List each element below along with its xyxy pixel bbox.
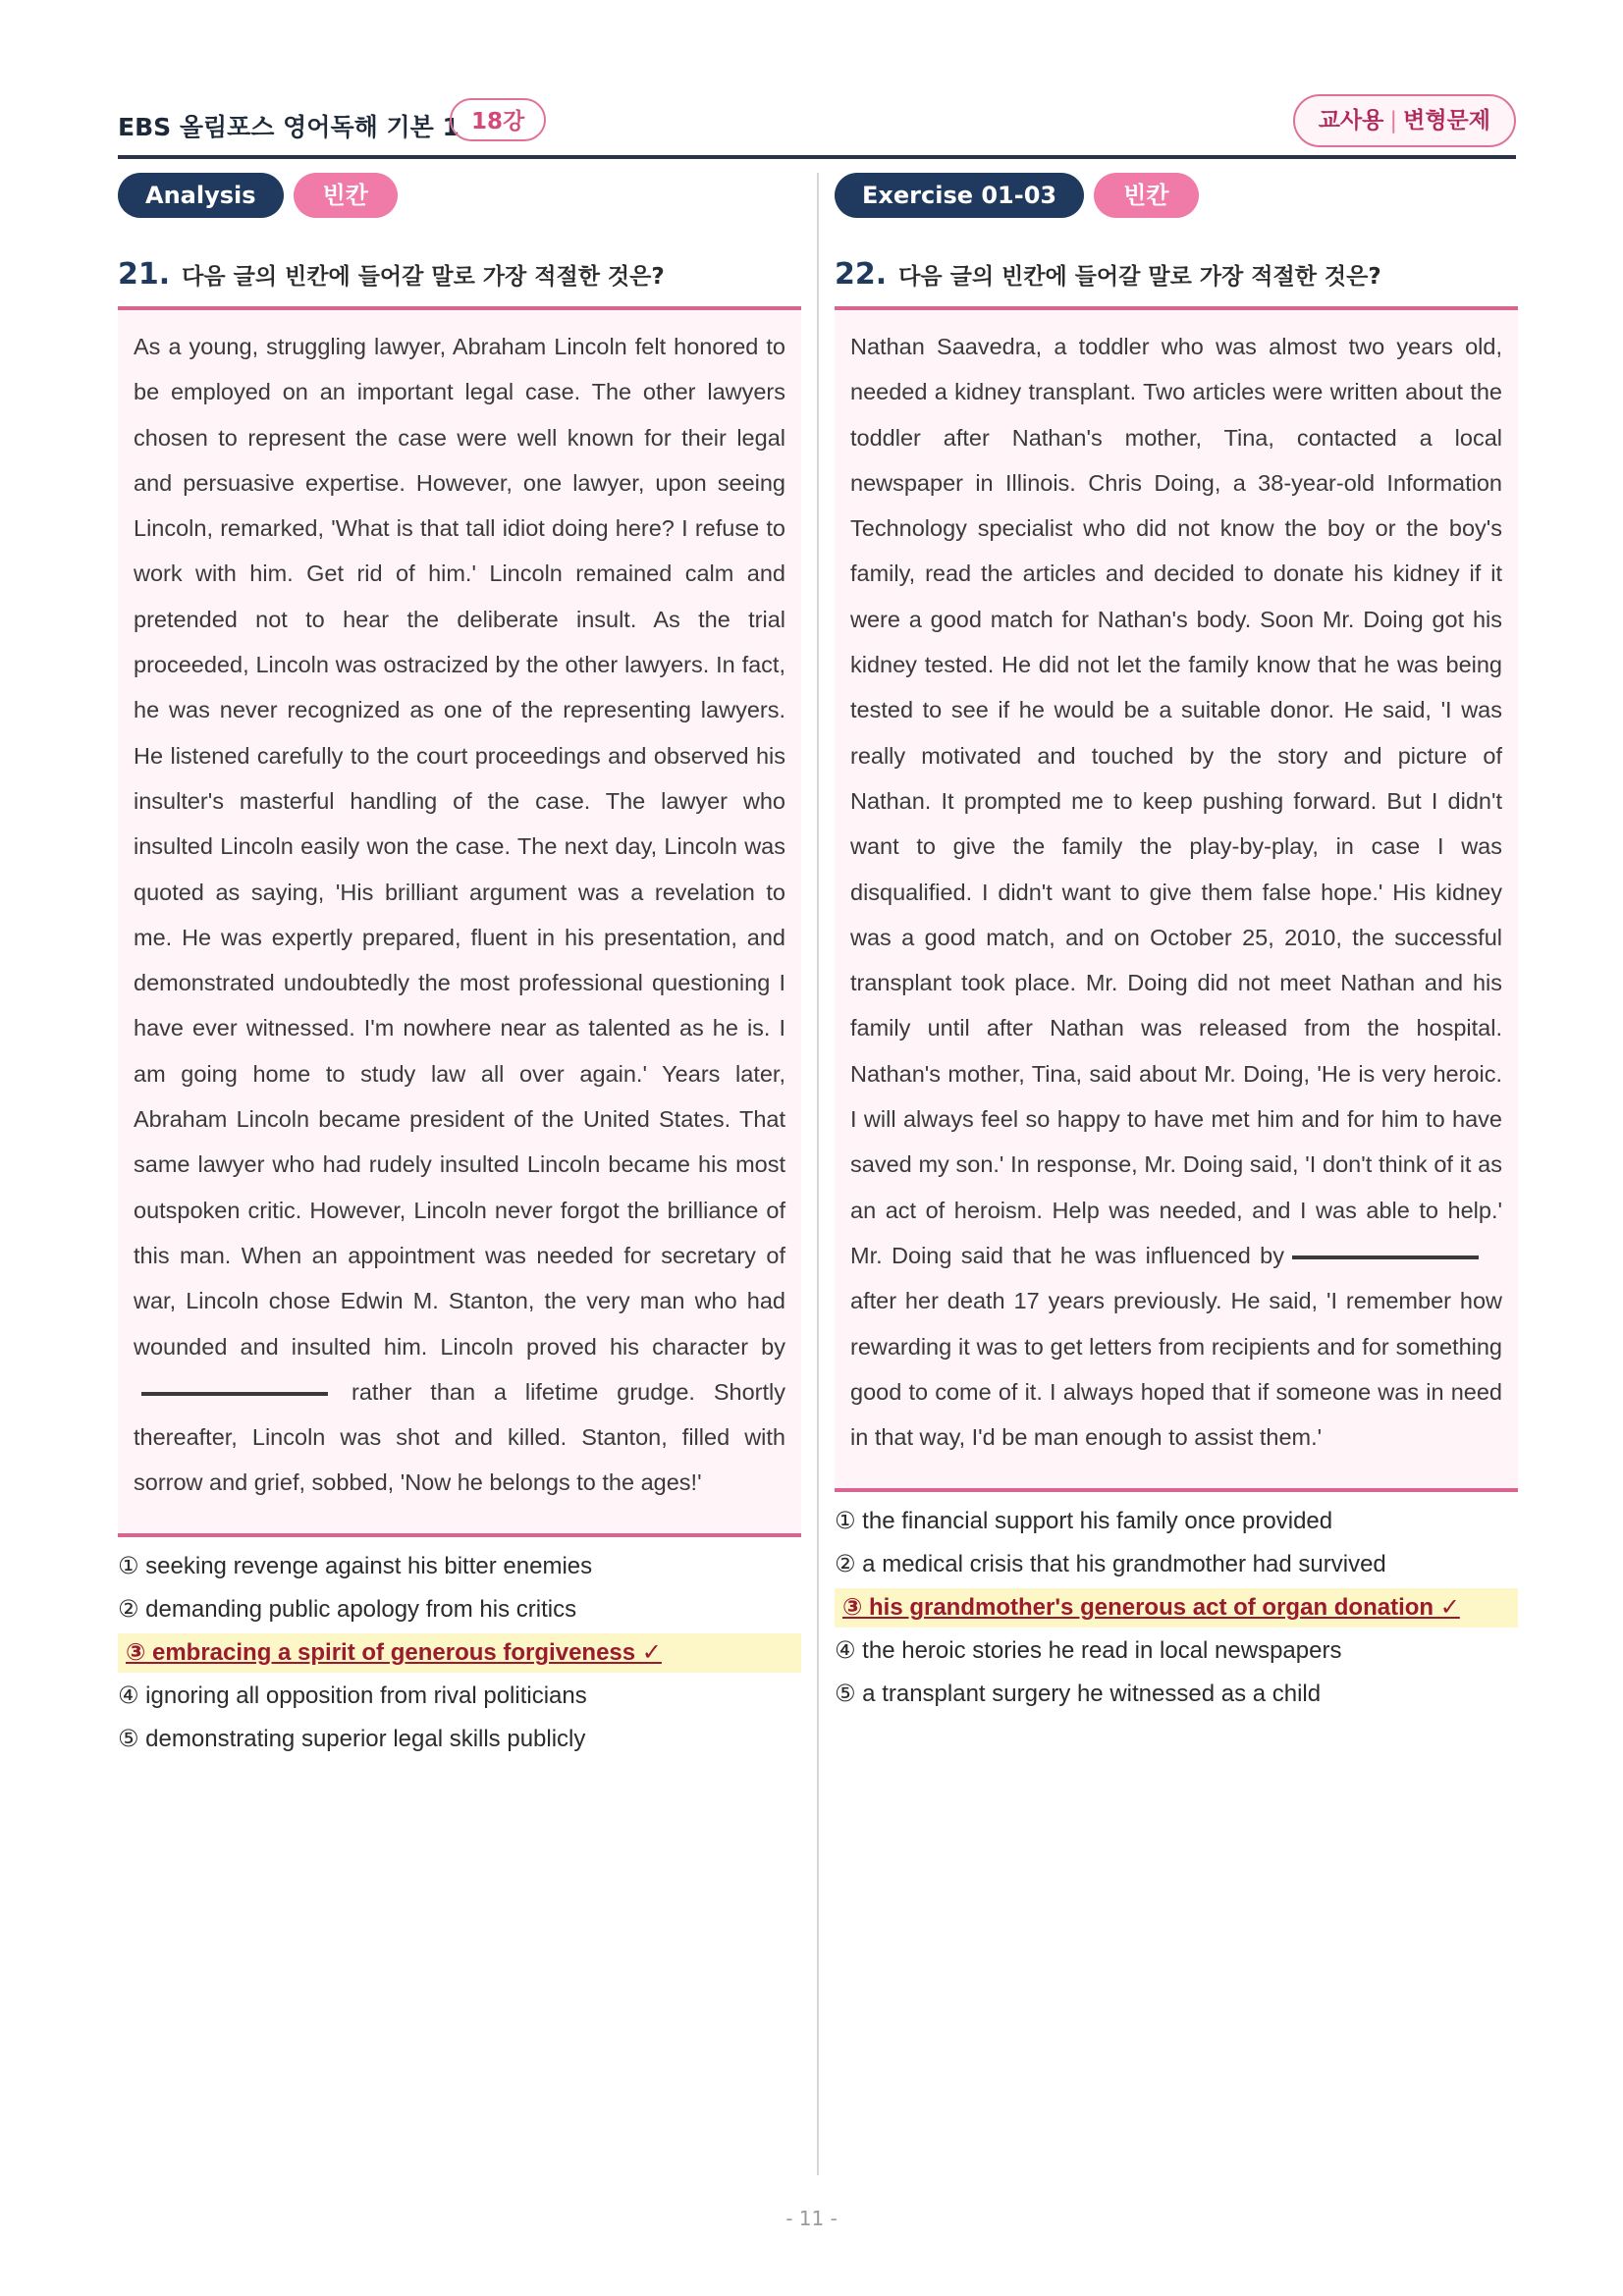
lesson-badge: 18강 xyxy=(450,98,546,141)
passage xyxy=(835,310,1518,1488)
answer-blank xyxy=(1292,1255,1479,1259)
option-5[interactable]: ⑤ demonstrating superior legal skills publicly xyxy=(118,1726,586,1752)
header-rule xyxy=(118,155,1516,159)
option-1[interactable]: ① the financial support his family once provided xyxy=(835,1508,1333,1534)
passage xyxy=(118,310,801,1533)
page-header xyxy=(118,96,1516,151)
source-tag: Exercise 01-03 xyxy=(835,173,1084,218)
question-number: 21. xyxy=(118,257,171,292)
answer-options xyxy=(118,1547,801,1759)
question-text: 다음 글의 빈칸에 들어갈 말로 가장 적절한 것은? xyxy=(182,264,665,290)
question-tags xyxy=(835,173,1518,222)
type-tag: 빈칸 xyxy=(1094,173,1198,218)
option-5[interactable]: ⑤ a transplant surgery he witnessed as a child xyxy=(835,1681,1322,1707)
passage-rule xyxy=(118,1533,801,1537)
question-tags xyxy=(118,173,801,222)
passage-text-before: Nathan Saavedra, a toddler who was almost two years old, needed a kidney transplant. Two articles were written about the toddler after Nathan's mother, Tina, contacted a local newspaper in Illinois. Chris Doing, a 38-year-old Information Technology specialist who did not know the boy or the boy's family, read the articles and decided to donate his kidney if it were a good match for Nathan's body. Soon Mr. Doing got his kidney tested. He did not let the family know that he was being tested to see if he would be a suitable donor. He said, 'I was really motivated and touched by the story and picture of Nathan. It prompted me to keep pushing forward. But I didn't want to give the family the play-by-play, in case I was disqualified. I didn't want to give them false hope.' His kidney was a good match, and on October 25, 2010, the successful transplant took place. Mr. Doing did not meet Nathan and his family until after Nathan was released from the hospital. Nathan's mother, Tina, said about Mr. Doing, 'He is very heroic. I will always feel so happy to have met him and for him to have saved my son.' In response, Mr. Doing said, 'I don't think of it as an act of heroism. Help was needed, and I was able to help.' Mr. Doing said that he was influenced by xyxy=(850,334,1502,1268)
question-line xyxy=(835,257,1518,296)
option-3-correct[interactable]: ③ embracing a spirit of generous forgiveness ✓ xyxy=(118,1633,801,1673)
question-21 xyxy=(118,173,801,1763)
option-2[interactable]: ② demanding public apology from his critics xyxy=(118,1596,577,1623)
teacher-label: 교사용 xyxy=(1318,108,1384,133)
answer-options xyxy=(835,1502,1518,1714)
passage-text-before: As a young, struggling lawyer, Abraham Lincoln felt honored to be employed on an important legal case. The other lawyers chosen to represent the case were well known for their legal and persuasive expertise. However, one lawyer, upon seeing Lincoln, remarked, 'What is that tall idiot doing here? I refuse to work with him. Get rid of him.' Lincoln remained calm and pretended not to hear the deliberate insult. As the trial proceeded, Lincoln was ostracized by the other lawyers. In fact, he was never recognized as one of the representing lawyers. He listened carefully to the court proceedings and observed his insulter's masterful handling of the case. The lawyer who insulted Lincoln easily won the case. The next day, Lincoln was quoted as saying, 'His brilliant argument was a revelation to me. He was expertly prepared, fluent in his presentation, and demonstrated undoubtedly the most professional questioning I have ever witnessed. I'm nowhere near as talented as he is. I am going home to study law all over again.' Years later, Abraham Lincoln became president of the United States. That same lawyer who had rudely insulted Lincoln became his most outspoken critic. However, Lincoln never forgot the brilliance of this man. When an appointment was needed for secretary of war, Lincoln chose Edwin M. Stanton, the very man who had wounded and insulted him. Lincoln proved his character by xyxy=(134,334,785,1360)
source-tag: Analysis xyxy=(118,173,284,218)
question-text: 다음 글의 빈칸에 들어갈 말로 가장 적절한 것은? xyxy=(898,264,1381,290)
question-line xyxy=(118,257,801,296)
option-4[interactable]: ④ the heroic stories he read in local newspapers xyxy=(835,1637,1342,1664)
option-2[interactable]: ② a medical crisis that his grandmother had survived xyxy=(835,1551,1386,1577)
page-number: - 11 - xyxy=(785,2207,838,2230)
variant-label: 변형문제 xyxy=(1403,108,1490,133)
badge-separator: | xyxy=(1389,108,1398,133)
question-22 xyxy=(835,173,1518,1718)
passage-text-after: rather than a lifetime grudge. Shortly thereafter, Lincoln was shot and killed. Stanton, filled with sorrow and grief, sobbed, 'Now he belongs to the ages!' xyxy=(134,1378,785,1496)
option-4[interactable]: ④ ignoring all opposition from rival politicians xyxy=(118,1682,587,1709)
question-number: 22. xyxy=(835,257,888,292)
teacher-badge xyxy=(1293,94,1516,147)
column-divider xyxy=(817,173,819,2175)
passage-rule xyxy=(835,1488,1518,1492)
option-3-correct[interactable]: ③ his grandmother's generous act of organ donation ✓ xyxy=(835,1588,1518,1628)
passage-text-after: after her death 17 years previously. He said, 'I remember how rewarding it was to get letters from recipients and for something good to come of it. I always hoped that if someone was in need in that way, I'd be man enough to assist them.' xyxy=(850,1288,1502,1451)
book-title: EBS 올림포스 영어독해 기본 1 xyxy=(118,113,460,141)
option-1[interactable]: ① seeking revenge against his bitter enemies xyxy=(118,1553,593,1579)
type-tag: 빈칸 xyxy=(294,173,398,218)
answer-blank xyxy=(141,1392,328,1396)
